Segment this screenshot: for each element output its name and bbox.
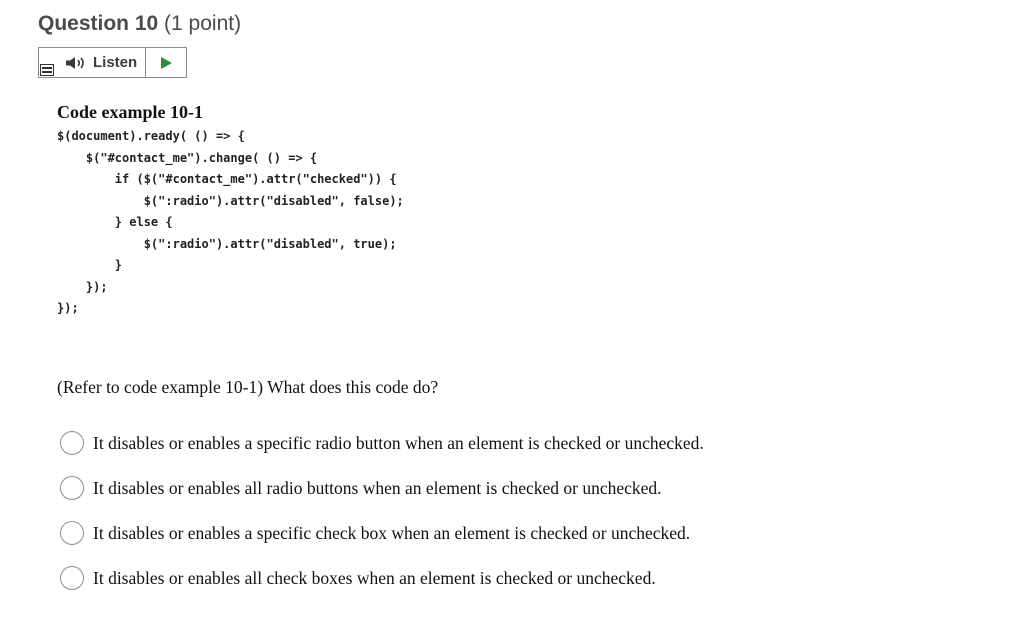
radio-button[interactable]	[60, 476, 84, 500]
readspeaker-toolbar	[38, 47, 187, 78]
answer-label: It disables or enables all radio buttons when an element is checked or unchecked.	[93, 477, 662, 498]
menu-icon[interactable]	[40, 64, 54, 76]
listen-label: Listen	[93, 54, 138, 71]
code-line: $(":radio").attr("disabled", false);	[57, 193, 404, 208]
answer-option-3[interactable]	[60, 521, 690, 545]
question-prompt: (Refer to code example 10-1) What does this code do?	[57, 377, 439, 397]
code-line: $(":radio").attr("disabled", true);	[57, 236, 397, 251]
question-points: (1 point)	[164, 12, 242, 35]
code-line: if ($("#contact_me").attr("checked")) {	[57, 172, 397, 186]
code-example-title: Code example 10-1	[57, 102, 203, 122]
answer-option-1[interactable]	[60, 431, 704, 455]
play-button[interactable]	[146, 48, 186, 77]
answer-label: It disables or enables a specific check box when an element is checked or unchecked.	[93, 522, 691, 543]
code-line: } else {	[57, 215, 173, 229]
answer-label: It disables or enables all check boxes when an element is checked or unchecked.	[93, 567, 656, 588]
code-block	[57, 126, 404, 320]
answer-label: It disables or enables a specific radio button when an element is checked or unchecked.	[93, 432, 704, 453]
question-header	[38, 12, 241, 36]
speaker-icon	[65, 56, 87, 70]
question-number: Question 10	[38, 12, 159, 35]
code-line: }	[57, 258, 123, 272]
code-line: });	[57, 301, 79, 315]
code-line: $(document).ready( () => {	[57, 129, 245, 143]
code-line: });	[57, 279, 108, 294]
radio-button[interactable]	[60, 431, 84, 455]
listen-button[interactable]	[39, 48, 146, 77]
radio-button[interactable]	[60, 566, 84, 590]
play-icon	[160, 56, 173, 70]
code-line: $("#contact_me").change( () => {	[57, 150, 318, 165]
answer-option-4[interactable]	[60, 566, 656, 590]
answer-option-2[interactable]	[60, 476, 662, 500]
radio-button[interactable]	[60, 521, 84, 545]
